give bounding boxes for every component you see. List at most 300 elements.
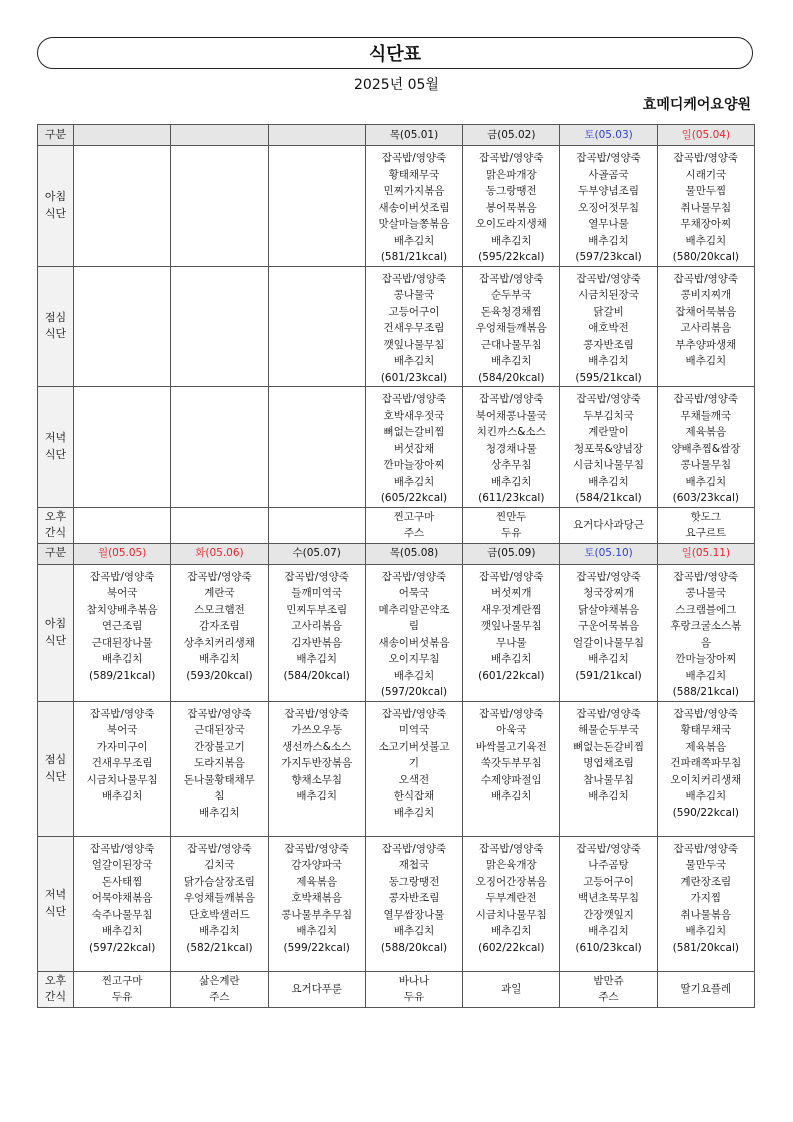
menu-item: 시금치나물무침 bbox=[86, 773, 158, 786]
menu-item: 잡곡밥/영양죽 bbox=[576, 272, 641, 285]
menu-item: 북어국 bbox=[106, 724, 138, 736]
category-label-line: 식단 bbox=[44, 633, 67, 647]
menu-item: 근대나물무침 bbox=[480, 338, 542, 351]
menu-item: 제육볶음 bbox=[685, 740, 727, 753]
menu-item: 잡곡밥/영양죽 bbox=[576, 842, 641, 855]
menu-item: 잡곡밥/영양죽 bbox=[576, 152, 641, 164]
dinner-menu-cell bbox=[171, 387, 268, 508]
menu-item: 밤만쥬 bbox=[593, 974, 624, 987]
snack-menu-cell bbox=[560, 507, 657, 543]
snack-menu-cell bbox=[74, 507, 171, 543]
menu-item: (611/23kcal) bbox=[478, 492, 545, 504]
menu-item: 간장불고기 bbox=[194, 740, 245, 753]
menu-item: 돈나물황태채무 bbox=[183, 773, 255, 786]
page-title bbox=[37, 37, 753, 69]
menu-item: 나주곰탕 bbox=[588, 859, 629, 871]
menu-item: 음 bbox=[700, 636, 711, 649]
snack-menu-cell bbox=[171, 507, 268, 543]
menu-item: 두유 bbox=[111, 991, 133, 1003]
menu-item: 잡곡밥/영양죽 bbox=[381, 842, 447, 855]
menu-item: 가지두반장볶음 bbox=[281, 757, 353, 769]
dinner-menu-cell bbox=[74, 836, 171, 971]
menu-item: 잡곡밥/영양죽 bbox=[381, 570, 447, 583]
menu-item: 제육볶음 bbox=[685, 426, 727, 438]
menu-item: 콩나물부추무침 bbox=[281, 908, 353, 921]
menu-item: 배추김치 bbox=[685, 234, 727, 247]
menu-item: 두부계란전 bbox=[485, 892, 537, 904]
menu-item: (595/21kcal) bbox=[575, 371, 642, 384]
menu-item: 근대된장국 bbox=[194, 724, 245, 736]
menu-item: 배추김치 bbox=[296, 925, 337, 937]
menu-item: 김자반볶음 bbox=[291, 636, 343, 649]
menu-item: 잡곡밥/영양죽 bbox=[284, 570, 349, 583]
breakfast-menu-cell bbox=[657, 146, 754, 267]
menu-item: 잡곡밥/영양죽 bbox=[576, 570, 641, 583]
menu-item: 잡곡밥/영양죽 bbox=[89, 707, 155, 720]
dinner-label bbox=[38, 836, 74, 971]
menu-item: (605/22kcal) bbox=[380, 492, 448, 504]
menu-item: 소고기버섯불고 bbox=[378, 740, 450, 753]
menu-item: 황태무채국 bbox=[680, 724, 732, 736]
menu-item: 바싹불고기육전 bbox=[475, 740, 547, 753]
menu-item: 단호박샐러드 bbox=[188, 908, 250, 921]
category-label-line: 점심 bbox=[44, 753, 67, 766]
menu-item: 주스 bbox=[598, 991, 619, 1003]
menu-item: 기 bbox=[408, 757, 420, 769]
menu-item: 물만두찜 bbox=[685, 185, 727, 197]
menu-item: 배추김치 bbox=[588, 475, 629, 488]
breakfast-menu-cell bbox=[74, 564, 171, 701]
menu-item: 잡곡밥/영양죽 bbox=[89, 842, 155, 855]
dinner-row bbox=[38, 836, 755, 971]
breakfast-menu-cell bbox=[463, 564, 560, 701]
menu-item: 돈사태찜 bbox=[101, 875, 143, 888]
day-header bbox=[171, 125, 268, 146]
menu-item: 구운어묵볶음 bbox=[578, 620, 639, 632]
lunch-menu-cell bbox=[657, 701, 754, 836]
menu-item: 오이치커리생채 bbox=[670, 773, 742, 786]
lunch-menu-cell bbox=[268, 266, 365, 387]
category-label-line: 아침 bbox=[44, 617, 67, 630]
menu-item: 배추김치 bbox=[588, 925, 629, 937]
menu-item: 배추김치 bbox=[199, 653, 240, 665]
menu-item: 잡곡밥/영양죽 bbox=[187, 570, 252, 583]
menu-item: 바나나 bbox=[398, 974, 430, 987]
menu-item: 미역국 bbox=[398, 724, 430, 736]
day-header: 금(05.09) bbox=[463, 543, 560, 564]
menu-item: 배추김치 bbox=[490, 234, 532, 247]
day-header: 월(05.05) bbox=[74, 543, 171, 564]
menu-item: 잡곡밥/영양죽 bbox=[673, 152, 739, 164]
menu-item: 메추리알곤약조 bbox=[378, 603, 450, 616]
snack-menu-cell bbox=[365, 971, 462, 1007]
snack-menu-cell bbox=[463, 507, 560, 543]
menu-item: (591/21kcal) bbox=[575, 669, 642, 682]
menu-item: 어묵국 bbox=[398, 587, 430, 599]
menu-item: 배추김치 bbox=[199, 806, 240, 819]
menu-item: 간장깻잎지 bbox=[583, 908, 634, 921]
menu-item: 연근조림 bbox=[101, 620, 143, 632]
category-label-line: 점심 bbox=[44, 310, 67, 324]
menu-item: 잡곡밥/영양죽 bbox=[576, 707, 641, 720]
lunch-row bbox=[38, 266, 755, 387]
menu-item: 생선까스&소스 bbox=[282, 740, 352, 753]
menu-item: 숙주나물무침 bbox=[91, 908, 153, 921]
menu-item: 잡곡밥/영양죽 bbox=[673, 272, 739, 285]
menu-item: 콩비지찌개 bbox=[680, 289, 732, 301]
menu-item: 무나물 bbox=[496, 636, 527, 649]
menu-item: 맑은파개장 bbox=[485, 168, 537, 181]
dinner-menu-cell bbox=[560, 836, 657, 971]
breakfast-menu-cell bbox=[365, 146, 462, 267]
menu-item: 가자미구이 bbox=[96, 740, 148, 753]
menu-item: 봉어묵볶음 bbox=[485, 201, 537, 214]
lunch-menu-cell bbox=[171, 266, 268, 387]
menu-item: (584/21kcal) bbox=[575, 492, 642, 504]
menu-item: 배추김치 bbox=[101, 653, 143, 665]
dinner-menu-cell bbox=[268, 387, 365, 508]
menu-item: 고사리볶음 bbox=[680, 322, 732, 334]
menu-item: (603/23kcal) bbox=[672, 492, 740, 504]
menu-item: 사골곰국 bbox=[588, 168, 629, 181]
snack-menu-cell bbox=[171, 971, 268, 1007]
breakfast-row bbox=[38, 564, 755, 701]
menu-item: 고사리볶음 bbox=[291, 620, 343, 632]
menu-item: 참나물무침 bbox=[583, 773, 634, 786]
dinner-menu-cell bbox=[560, 387, 657, 508]
snack-menu-cell bbox=[268, 971, 365, 1007]
menu-item: 한식잡채 bbox=[393, 790, 435, 802]
menu-item: 잡곡밥/영양죽 bbox=[284, 707, 349, 720]
menu-item: 배추김치 bbox=[393, 806, 435, 819]
menu-item: 두유 bbox=[403, 991, 425, 1003]
day-header-row bbox=[38, 543, 755, 564]
menu-item: 배추김치 bbox=[199, 925, 240, 937]
dinner-menu-cell bbox=[463, 836, 560, 971]
menu-item: 두부김치국 bbox=[583, 409, 634, 422]
menu-item: 잡곡밥/영양죽 bbox=[187, 842, 252, 855]
menu-item: 수제양파절임 bbox=[480, 773, 542, 786]
category-label-line: 간식 bbox=[44, 990, 67, 1003]
menu-item: 청포묵&양념장 bbox=[574, 442, 644, 455]
menu-item: 배추김치 bbox=[101, 790, 143, 802]
menu-item: 닭갈비 bbox=[593, 305, 624, 318]
day-header bbox=[74, 125, 171, 146]
menu-item: 동그랑땡전 bbox=[485, 185, 537, 197]
menu-item: 계란국 bbox=[204, 587, 235, 599]
menu-item: (584/20kcal) bbox=[283, 669, 350, 682]
menu-item: 건새우무조림 bbox=[383, 322, 445, 334]
menu-item: 감자양파국 bbox=[291, 859, 343, 871]
breakfast-label bbox=[38, 564, 74, 701]
menu-item: 시금치나물무침 bbox=[475, 908, 547, 921]
menu-item: 배추김치 bbox=[685, 355, 727, 367]
menu-item: 고등어구이 bbox=[388, 305, 440, 318]
lunch-menu-cell bbox=[171, 701, 268, 836]
menu-item: 스크램블에그 bbox=[675, 603, 737, 616]
menu-item: 열무나물 bbox=[588, 218, 629, 230]
menu-item: 두부양념조림 bbox=[578, 185, 639, 197]
menu-item: 잡곡밥/영양죽 bbox=[479, 152, 544, 164]
menu-item: 시래기국 bbox=[685, 168, 727, 181]
menu-item: 요거다사과당근 bbox=[573, 518, 645, 531]
menu-item: (601/22kcal) bbox=[478, 669, 545, 682]
menu-item: 고등어구이 bbox=[583, 875, 634, 888]
menu-item: 김치국 bbox=[204, 859, 235, 871]
menu-item: 잡곡밥/영양죽 bbox=[673, 570, 739, 583]
lunch-menu-cell bbox=[74, 701, 171, 836]
menu-item: 잡곡밥/영양죽 bbox=[381, 707, 447, 720]
menu-item: 우엉채들깨볶음 bbox=[183, 892, 255, 904]
menu-item: 황태채무국 bbox=[388, 168, 440, 181]
dinner-menu-cell bbox=[171, 836, 268, 971]
menu-item: 맑은육개장 bbox=[485, 859, 537, 871]
meal-table bbox=[37, 124, 755, 1008]
menu-item: 배추김치 bbox=[393, 234, 435, 247]
menu-item: 상추치커리생채 bbox=[183, 636, 255, 649]
day-header: 일(05.04) bbox=[657, 125, 754, 146]
menu-item: 배추김치 bbox=[393, 355, 435, 367]
menu-item: 잡채어묵볶음 bbox=[675, 305, 737, 318]
menu-item: 건파래쪽파무침 bbox=[670, 757, 742, 769]
menu-item: 동그랑땡전 bbox=[388, 875, 440, 888]
category-label-line: 식단 bbox=[44, 447, 67, 461]
menu-item: 배추김치 bbox=[490, 925, 532, 937]
menu-item: 계란말이 bbox=[588, 426, 629, 438]
menu-item: 열무쌈장나물 bbox=[383, 908, 445, 921]
menu-item: 배추김치 bbox=[296, 653, 337, 665]
menu-item: 침 bbox=[214, 790, 225, 802]
menu-item: 배추김치 bbox=[490, 475, 532, 488]
menu-item: (597/22kcal) bbox=[88, 941, 156, 954]
menu-item: (584/20kcal) bbox=[478, 371, 545, 384]
menu-item: 우엉채들깨볶음 bbox=[475, 322, 547, 334]
lunch-menu-cell bbox=[560, 701, 657, 836]
dinner-menu-cell bbox=[268, 836, 365, 971]
menu-item: 배추김치 bbox=[490, 653, 532, 665]
menu-item: 어묵야채볶음 bbox=[91, 892, 153, 904]
menu-item: 깻잎나물무침 bbox=[383, 338, 445, 351]
menu-item: 얼갈이된장국 bbox=[91, 859, 153, 871]
menu-item: 새송이버섯볶음 bbox=[378, 636, 450, 649]
menu-item: 버섯찌개 bbox=[490, 587, 532, 599]
day-header: 토(05.10) bbox=[560, 543, 657, 564]
category-label-line: 오후 bbox=[44, 973, 67, 987]
breakfast-menu-cell bbox=[268, 146, 365, 267]
menu-item: 딸기요플레 bbox=[680, 982, 732, 995]
menu-item: 상추무침 bbox=[490, 459, 532, 471]
menu-item: (589/21kcal) bbox=[88, 669, 156, 682]
menu-item: 잡곡밥/영양죽 bbox=[89, 570, 155, 583]
breakfast-menu-cell bbox=[463, 146, 560, 267]
menu-item: 잡곡밥/영양죽 bbox=[187, 707, 252, 720]
lunch-label bbox=[38, 701, 74, 836]
menu-item: 잡곡밥/영양죽 bbox=[479, 842, 544, 855]
day-header: 화(05.06) bbox=[171, 543, 268, 564]
lunch-menu-cell bbox=[365, 701, 462, 836]
menu-item: 잡곡밥/영양죽 bbox=[381, 393, 447, 405]
breakfast-menu-cell bbox=[74, 146, 171, 267]
lunch-menu-cell bbox=[463, 701, 560, 836]
menu-item: 북어국 bbox=[106, 587, 138, 599]
menu-item: 주스 bbox=[403, 527, 425, 539]
day-header: 토(05.03) bbox=[560, 125, 657, 146]
menu-item: 호박새우젓국 bbox=[383, 409, 445, 422]
menu-item: 콩자반조림 bbox=[583, 338, 634, 351]
menu-item: 돈육청경채찜 bbox=[480, 305, 542, 318]
dinner-label bbox=[38, 387, 74, 508]
menu-item: 잡곡밥/영양죽 bbox=[479, 570, 544, 583]
menu-item: 잡곡밥/영양죽 bbox=[673, 393, 739, 405]
menu-item: 닭살야채볶음 bbox=[578, 603, 639, 616]
menu-item: (581/20kcal) bbox=[672, 941, 740, 954]
menu-item: (593/20kcal) bbox=[186, 669, 253, 682]
menu-item: 뼈없는돈갈비찜 bbox=[573, 740, 645, 753]
snack-menu-cell bbox=[268, 507, 365, 543]
menu-item: 깐마늘장아찌 bbox=[675, 653, 737, 665]
category-label-line: 저녁 bbox=[44, 888, 67, 901]
menu-item: 백년초묵무침 bbox=[578, 892, 639, 904]
menu-item: 쑥갓두부무침 bbox=[480, 757, 542, 769]
category-header: 구분 bbox=[38, 125, 74, 146]
menu-item: 콩나물국 bbox=[393, 289, 435, 301]
menu-item: 배추김치 bbox=[101, 925, 143, 937]
menu-item: 부추양파생채 bbox=[675, 338, 737, 351]
menu-item: (597/20kcal) bbox=[380, 686, 448, 698]
category-label-line: 아침 bbox=[44, 190, 67, 204]
day-header: 금(05.02) bbox=[463, 125, 560, 146]
menu-item: 과일 bbox=[501, 982, 522, 995]
breakfast-menu-cell bbox=[657, 564, 754, 701]
lunch-label bbox=[38, 266, 74, 387]
breakfast-menu-cell bbox=[171, 146, 268, 267]
menu-item: 배추김치 bbox=[588, 234, 629, 247]
menu-item: (595/22kcal) bbox=[478, 251, 545, 263]
menu-item: 민찌가지볶음 bbox=[383, 185, 445, 197]
menu-item: (588/20kcal) bbox=[380, 941, 448, 954]
menu-item: 들깨미역국 bbox=[291, 587, 343, 599]
title-text: 식단표 bbox=[368, 44, 422, 65]
dinner-menu-cell bbox=[463, 387, 560, 508]
day-header: 목(05.01) bbox=[365, 125, 462, 146]
menu-item: 버섯잡채 bbox=[393, 442, 435, 455]
menu-item: 제육볶음 bbox=[296, 875, 337, 888]
menu-item: 오이지무침 bbox=[388, 653, 440, 665]
menu-item: 새우젓계란찜 bbox=[480, 603, 542, 616]
dinner-menu-cell bbox=[74, 387, 171, 508]
menu-item: 잡곡밥/영양죽 bbox=[479, 393, 544, 405]
menu-item: (597/23kcal) bbox=[575, 251, 642, 263]
menu-item: 배추김치 bbox=[490, 790, 532, 802]
menu-item: (610/23kcal) bbox=[575, 941, 642, 954]
facility-name: 효메디케어요양원 bbox=[642, 97, 751, 113]
menu-item: 잡곡밥/영양죽 bbox=[576, 393, 641, 405]
menu-item: 시금치나물무침 bbox=[573, 459, 645, 471]
menu-item: 얼갈이나물무침 bbox=[573, 636, 645, 649]
menu-item: 콩나물국 bbox=[685, 587, 727, 599]
lunch-row bbox=[38, 701, 755, 836]
dinner-row bbox=[38, 387, 755, 508]
dinner-menu-cell bbox=[365, 836, 462, 971]
category-label-line: 식단 bbox=[44, 769, 67, 783]
menu-item: 취나물볶음 bbox=[680, 908, 732, 921]
menu-item: 양배추찜&쌈장 bbox=[671, 442, 741, 455]
menu-item: 배추김치 bbox=[393, 475, 435, 488]
dinner-menu-cell bbox=[365, 387, 462, 508]
menu-item: (601/23kcal) bbox=[380, 371, 448, 384]
dinner-menu-cell bbox=[657, 836, 754, 971]
category-label-line: 저녁 bbox=[44, 431, 67, 445]
menu-item: (580/20kcal) bbox=[672, 251, 740, 263]
menu-item: 아욱국 bbox=[496, 724, 527, 736]
menu-item: 배추김치 bbox=[490, 355, 532, 367]
menu-item: 오징어젓무침 bbox=[578, 201, 639, 214]
menu-item: 뼈없는갈비찜 bbox=[383, 426, 445, 438]
menu-item: 도라지볶음 bbox=[194, 757, 245, 769]
menu-item: 후랑크굴소스볶 bbox=[670, 620, 742, 632]
menu-item: 두유 bbox=[501, 527, 522, 539]
dinner-menu-cell bbox=[657, 387, 754, 508]
category-label-line: 식단 bbox=[44, 206, 67, 220]
menu-item: (582/21kcal) bbox=[186, 941, 253, 954]
menu-item: 깐마늘장아찌 bbox=[383, 459, 445, 471]
menu-item: 잡곡밥/영양죽 bbox=[381, 272, 447, 285]
category-header: 구분 bbox=[38, 543, 74, 564]
menu-item: 콩나물무침 bbox=[680, 459, 732, 471]
menu-item: 북어채콩나물국 bbox=[475, 409, 547, 422]
snack-menu-cell bbox=[560, 971, 657, 1007]
breakfast-row bbox=[38, 146, 755, 267]
menu-item: 스모크햄전 bbox=[194, 603, 245, 616]
menu-item: 가쓰오우동 bbox=[291, 724, 343, 736]
menu-item: 잡곡밥/영양죽 bbox=[479, 272, 544, 285]
lunch-menu-cell bbox=[268, 701, 365, 836]
menu-item: 잡곡밥/영양죽 bbox=[479, 707, 544, 720]
menu-item: 청경채나물 bbox=[485, 442, 537, 455]
menu-item: 청국장찌개 bbox=[583, 587, 634, 599]
menu-item: 콩자반조림 bbox=[388, 892, 440, 904]
menu-item: 참치양배추볶음 bbox=[86, 603, 158, 616]
menu-item: 배추김치 bbox=[393, 669, 435, 682]
menu-item: 잡곡밥/영양죽 bbox=[381, 152, 447, 164]
menu-item: 요거다푸룬 bbox=[291, 982, 343, 995]
lunch-menu-cell bbox=[657, 266, 754, 387]
menu-item: 치킨까스&소스 bbox=[476, 426, 546, 438]
menu-item: 재첩국 bbox=[398, 859, 430, 871]
menu-item: 무채장아찌 bbox=[680, 218, 732, 230]
menu-item: 배추김치 bbox=[588, 355, 629, 367]
menu-item: 찐고구마 bbox=[393, 510, 435, 523]
breakfast-label bbox=[38, 146, 74, 267]
snack-menu-cell bbox=[365, 507, 462, 543]
snack-menu-cell bbox=[657, 971, 754, 1007]
menu-item: 배추김치 bbox=[685, 669, 727, 682]
category-label-line: 식단 bbox=[44, 904, 67, 918]
snack-menu-cell bbox=[463, 971, 560, 1007]
breakfast-menu-cell bbox=[560, 564, 657, 701]
menu-item: 오색전 bbox=[398, 773, 430, 786]
menu-item: 애호박전 bbox=[588, 322, 629, 334]
day-header: 목(05.08) bbox=[365, 543, 462, 564]
menu-item: (581/21kcal) bbox=[380, 251, 448, 263]
day-header-row bbox=[38, 125, 755, 146]
menu-item: 배추김치 bbox=[685, 790, 727, 802]
menu-item: 잡곡밥/영양죽 bbox=[673, 707, 739, 720]
snack-label bbox=[38, 507, 74, 543]
breakfast-menu-cell bbox=[171, 564, 268, 701]
menu-item: 림 bbox=[408, 620, 420, 632]
snack-label bbox=[38, 971, 74, 1007]
